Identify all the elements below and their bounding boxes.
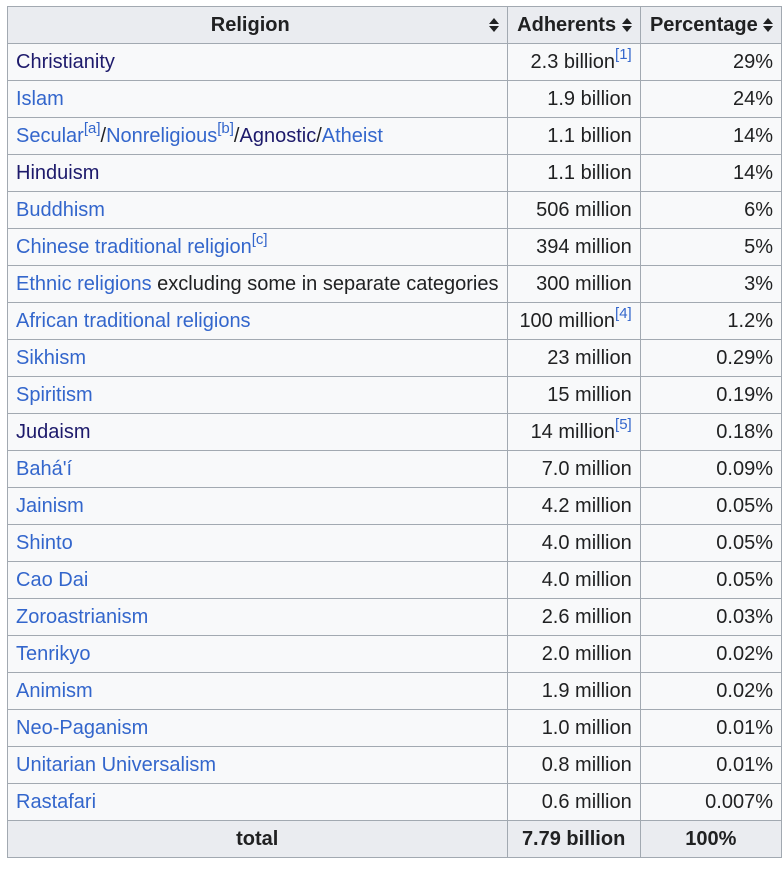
table-row [8, 266, 782, 303]
religion-link[interactable]: Shinto [16, 531, 73, 554]
adherents-value: 0.8 million [541, 753, 632, 776]
adherents-cell [507, 488, 640, 525]
column-header-adherents-label: Adherents [517, 13, 617, 36]
religion-table [7, 6, 782, 858]
percentage-value: 6% [744, 198, 773, 221]
adherents-cell [507, 81, 640, 118]
table-row [8, 192, 782, 229]
percentage-value: 0.02% [716, 642, 773, 665]
percentage-value: 0.19% [716, 383, 773, 406]
adherents-cell [507, 155, 640, 192]
religion-link[interactable]: Animism [16, 679, 93, 702]
column-header-religion-label: Religion [210, 13, 290, 36]
adherents-cell [507, 266, 640, 303]
percentage-cell [640, 747, 781, 784]
adherents-cell [507, 229, 640, 266]
percentage-cell [640, 488, 781, 525]
percentage-cell [640, 414, 781, 451]
table-row [8, 747, 782, 784]
column-header-percentage[interactable] [640, 7, 781, 44]
sort-arrows-icon[interactable] [489, 18, 499, 32]
religion-link[interactable]: Hinduism [16, 161, 100, 184]
sort-arrows-icon[interactable] [622, 18, 632, 32]
table-row [8, 562, 782, 599]
adherents-cell [507, 636, 640, 673]
religion-cell [8, 451, 508, 488]
table-row [8, 599, 782, 636]
adherents-cell [507, 192, 640, 229]
table-row [8, 488, 782, 525]
percentage-value: 1.2% [727, 309, 773, 332]
percentage-cell [640, 451, 781, 488]
adherents-cell [507, 118, 640, 155]
percentage-value: 0.18% [716, 420, 773, 443]
religion-link[interactable]: Ethnic religions [16, 272, 152, 295]
table-body [8, 44, 782, 821]
religion-cell [8, 599, 508, 636]
percentage-value: 29% [732, 50, 773, 73]
adherents-cell [507, 599, 640, 636]
religion-text: / [100, 124, 107, 147]
adherents-cell [507, 303, 640, 340]
percentage-value: 0.09% [716, 457, 773, 480]
percentage-cell [640, 562, 781, 599]
percentage-cell [640, 599, 781, 636]
citation-ref-link[interactable]: [1] [615, 45, 632, 63]
percentage-cell [640, 710, 781, 747]
citation-note[interactable] [252, 231, 268, 248]
adherents-value: 23 million [547, 346, 632, 369]
religion-cell [8, 266, 508, 303]
religion-link[interactable]: Judaism [16, 420, 91, 443]
religion-cell [8, 525, 508, 562]
adherents-value: 2.3 billion [530, 50, 616, 73]
religion-cell [8, 710, 508, 747]
religion-link[interactable]: Rastafari [16, 790, 97, 813]
adherents-value: 2.6 million [541, 605, 632, 628]
adherents-cell [507, 784, 640, 821]
percentage-cell [640, 229, 781, 266]
religion-cell [8, 340, 508, 377]
adherents-value: 0.6 million [541, 790, 632, 813]
percentage-cell [640, 377, 781, 414]
adherents-value: 1.1 billion [547, 161, 632, 184]
percentage-value: 14% [732, 124, 773, 147]
percentage-cell [640, 155, 781, 192]
citation-note-link[interactable]: [c] [251, 230, 268, 248]
percentage-cell [640, 81, 781, 118]
table-row [8, 414, 782, 451]
citation-ref-link[interactable]: [5] [615, 415, 632, 433]
adherents-value: 4.0 million [541, 568, 632, 591]
citation-note[interactable] [84, 120, 101, 137]
total-percentage: 100% [640, 821, 781, 858]
religion-cell [8, 229, 508, 266]
adherents-value: 4.0 million [541, 531, 632, 554]
adherents-cell [507, 340, 640, 377]
adherents-value: 1.9 billion [547, 87, 632, 110]
percentage-cell [640, 525, 781, 562]
percentage-cell [640, 636, 781, 673]
religion-cell [8, 192, 508, 229]
adherents-value: 7.0 million [541, 457, 632, 480]
table-row [8, 636, 782, 673]
column-header-adherents[interactable] [507, 7, 640, 44]
religion-link[interactable]: Zoroastrianism [16, 605, 149, 628]
sort-arrows-icon[interactable] [763, 18, 773, 32]
adherents-value: 100 million [519, 309, 616, 332]
table-row [8, 155, 782, 192]
citation-ref[interactable] [615, 46, 632, 63]
religion-cell [8, 673, 508, 710]
religion-text: / [233, 124, 240, 147]
adherents-cell [507, 562, 640, 599]
adherents-cell [507, 747, 640, 784]
adherents-value: 1.0 million [541, 716, 632, 739]
adherents-value: 14 million [530, 420, 616, 443]
total-adherents: 7.79 billion [507, 821, 640, 858]
column-header-religion[interactable] [8, 7, 508, 44]
religion-link[interactable]: Chinese traditional religion [16, 235, 252, 258]
adherents-value: 15 million [547, 383, 632, 406]
percentage-value: 0.05% [716, 494, 773, 517]
citation-ref[interactable] [615, 416, 632, 433]
percentage-cell [640, 44, 781, 81]
adherents-cell [507, 377, 640, 414]
total-label: total [8, 821, 508, 858]
religion-link[interactable]: Unitarian Universalism [16, 753, 217, 776]
adherents-value: 2.0 million [541, 642, 632, 665]
religion-text: / [316, 124, 322, 147]
religion-cell [8, 562, 508, 599]
table-row [8, 44, 782, 81]
percentage-cell [640, 784, 781, 821]
percentage-value: 0.05% [716, 531, 773, 554]
religion-link[interactable]: Sikhism [16, 346, 87, 369]
percentage-value: 0.05% [716, 568, 773, 591]
adherents-value: 4.2 million [541, 494, 632, 517]
percentage-cell [640, 340, 781, 377]
percentage-cell [640, 118, 781, 155]
religion-link[interactable]: Spiritism [16, 383, 93, 406]
citation-note[interactable] [217, 120, 234, 137]
percentage-value: 0.01% [716, 716, 773, 739]
table-row [8, 81, 782, 118]
religion-link[interactable]: Bahá'í [16, 457, 73, 480]
religion-link[interactable]: Cao Dai [16, 568, 89, 591]
religion-cell [8, 784, 508, 821]
adherents-cell [507, 44, 640, 81]
table-row [8, 451, 782, 488]
adherents-value: 394 million [536, 235, 632, 258]
table-row [8, 340, 782, 377]
religion-cell [8, 44, 508, 81]
adherents-cell [507, 673, 640, 710]
religion-cell [8, 118, 508, 155]
table-row [8, 303, 782, 340]
religion-link[interactable]: Jainism [16, 494, 84, 517]
religion-link[interactable]: Christianity [16, 50, 115, 73]
adherents-value: 506 million [536, 198, 632, 221]
table-row [8, 784, 782, 821]
percentage-cell [640, 673, 781, 710]
religion-cell [8, 81, 508, 118]
adherents-value: 300 million [536, 272, 632, 295]
adherents-cell [507, 710, 640, 747]
percentage-cell [640, 192, 781, 229]
religion-cell [8, 155, 508, 192]
religion-cell [8, 303, 508, 340]
adherents-value: 1.1 billion [547, 124, 632, 147]
table-row [8, 525, 782, 562]
percentage-value: 0.03% [716, 605, 773, 628]
religion-cell [8, 747, 508, 784]
total-row [8, 821, 782, 858]
religion-link[interactable]: African traditional religions [16, 309, 251, 332]
table-row [8, 229, 782, 266]
percentage-cell [640, 303, 781, 340]
citation-ref-link[interactable]: [4] [615, 304, 632, 322]
religion-link[interactable]: Tenrikyo [16, 642, 91, 665]
adherents-cell [507, 414, 640, 451]
table-header-row [8, 7, 782, 44]
table-row [8, 710, 782, 747]
citation-note-link[interactable]: [a] [83, 119, 101, 137]
religion-link[interactable]: Nonreligious [106, 124, 218, 147]
column-header-percentage-label: Percentage [649, 13, 758, 36]
religion-cell [8, 636, 508, 673]
table-row [8, 118, 782, 155]
religion-cell [8, 377, 508, 414]
percentage-value: 0.02% [716, 679, 773, 702]
religion-cell [8, 488, 508, 525]
adherents-cell [507, 451, 640, 488]
religion-cell [8, 414, 508, 451]
adherents-cell [507, 525, 640, 562]
religion-link[interactable]: Atheist [321, 124, 383, 147]
percentage-value: 3% [744, 272, 773, 295]
table-row [8, 377, 782, 414]
religion-text: excluding some in separate categories [151, 272, 499, 295]
citation-ref[interactable] [615, 305, 632, 322]
religion-link[interactable]: Agnostic [239, 124, 317, 147]
percentage-cell [640, 266, 781, 303]
religion-table-wrapper [7, 6, 782, 858]
percentage-value: 0.007% [705, 790, 773, 813]
table-row [8, 673, 782, 710]
religion-link[interactable]: Secular [16, 124, 84, 147]
adherents-value: 1.9 million [541, 679, 632, 702]
percentage-value: 0.01% [716, 753, 773, 776]
religion-link[interactable]: Neo-Paganism [16, 716, 149, 739]
percentage-value: 5% [744, 235, 773, 258]
percentage-value: 0.29% [716, 346, 773, 369]
percentage-value: 14% [732, 161, 773, 184]
percentage-value: 24% [732, 87, 773, 110]
religion-link[interactable]: Islam [16, 87, 64, 110]
religion-link[interactable]: Buddhism [16, 198, 105, 221]
citation-note-link[interactable]: [b] [217, 119, 234, 137]
